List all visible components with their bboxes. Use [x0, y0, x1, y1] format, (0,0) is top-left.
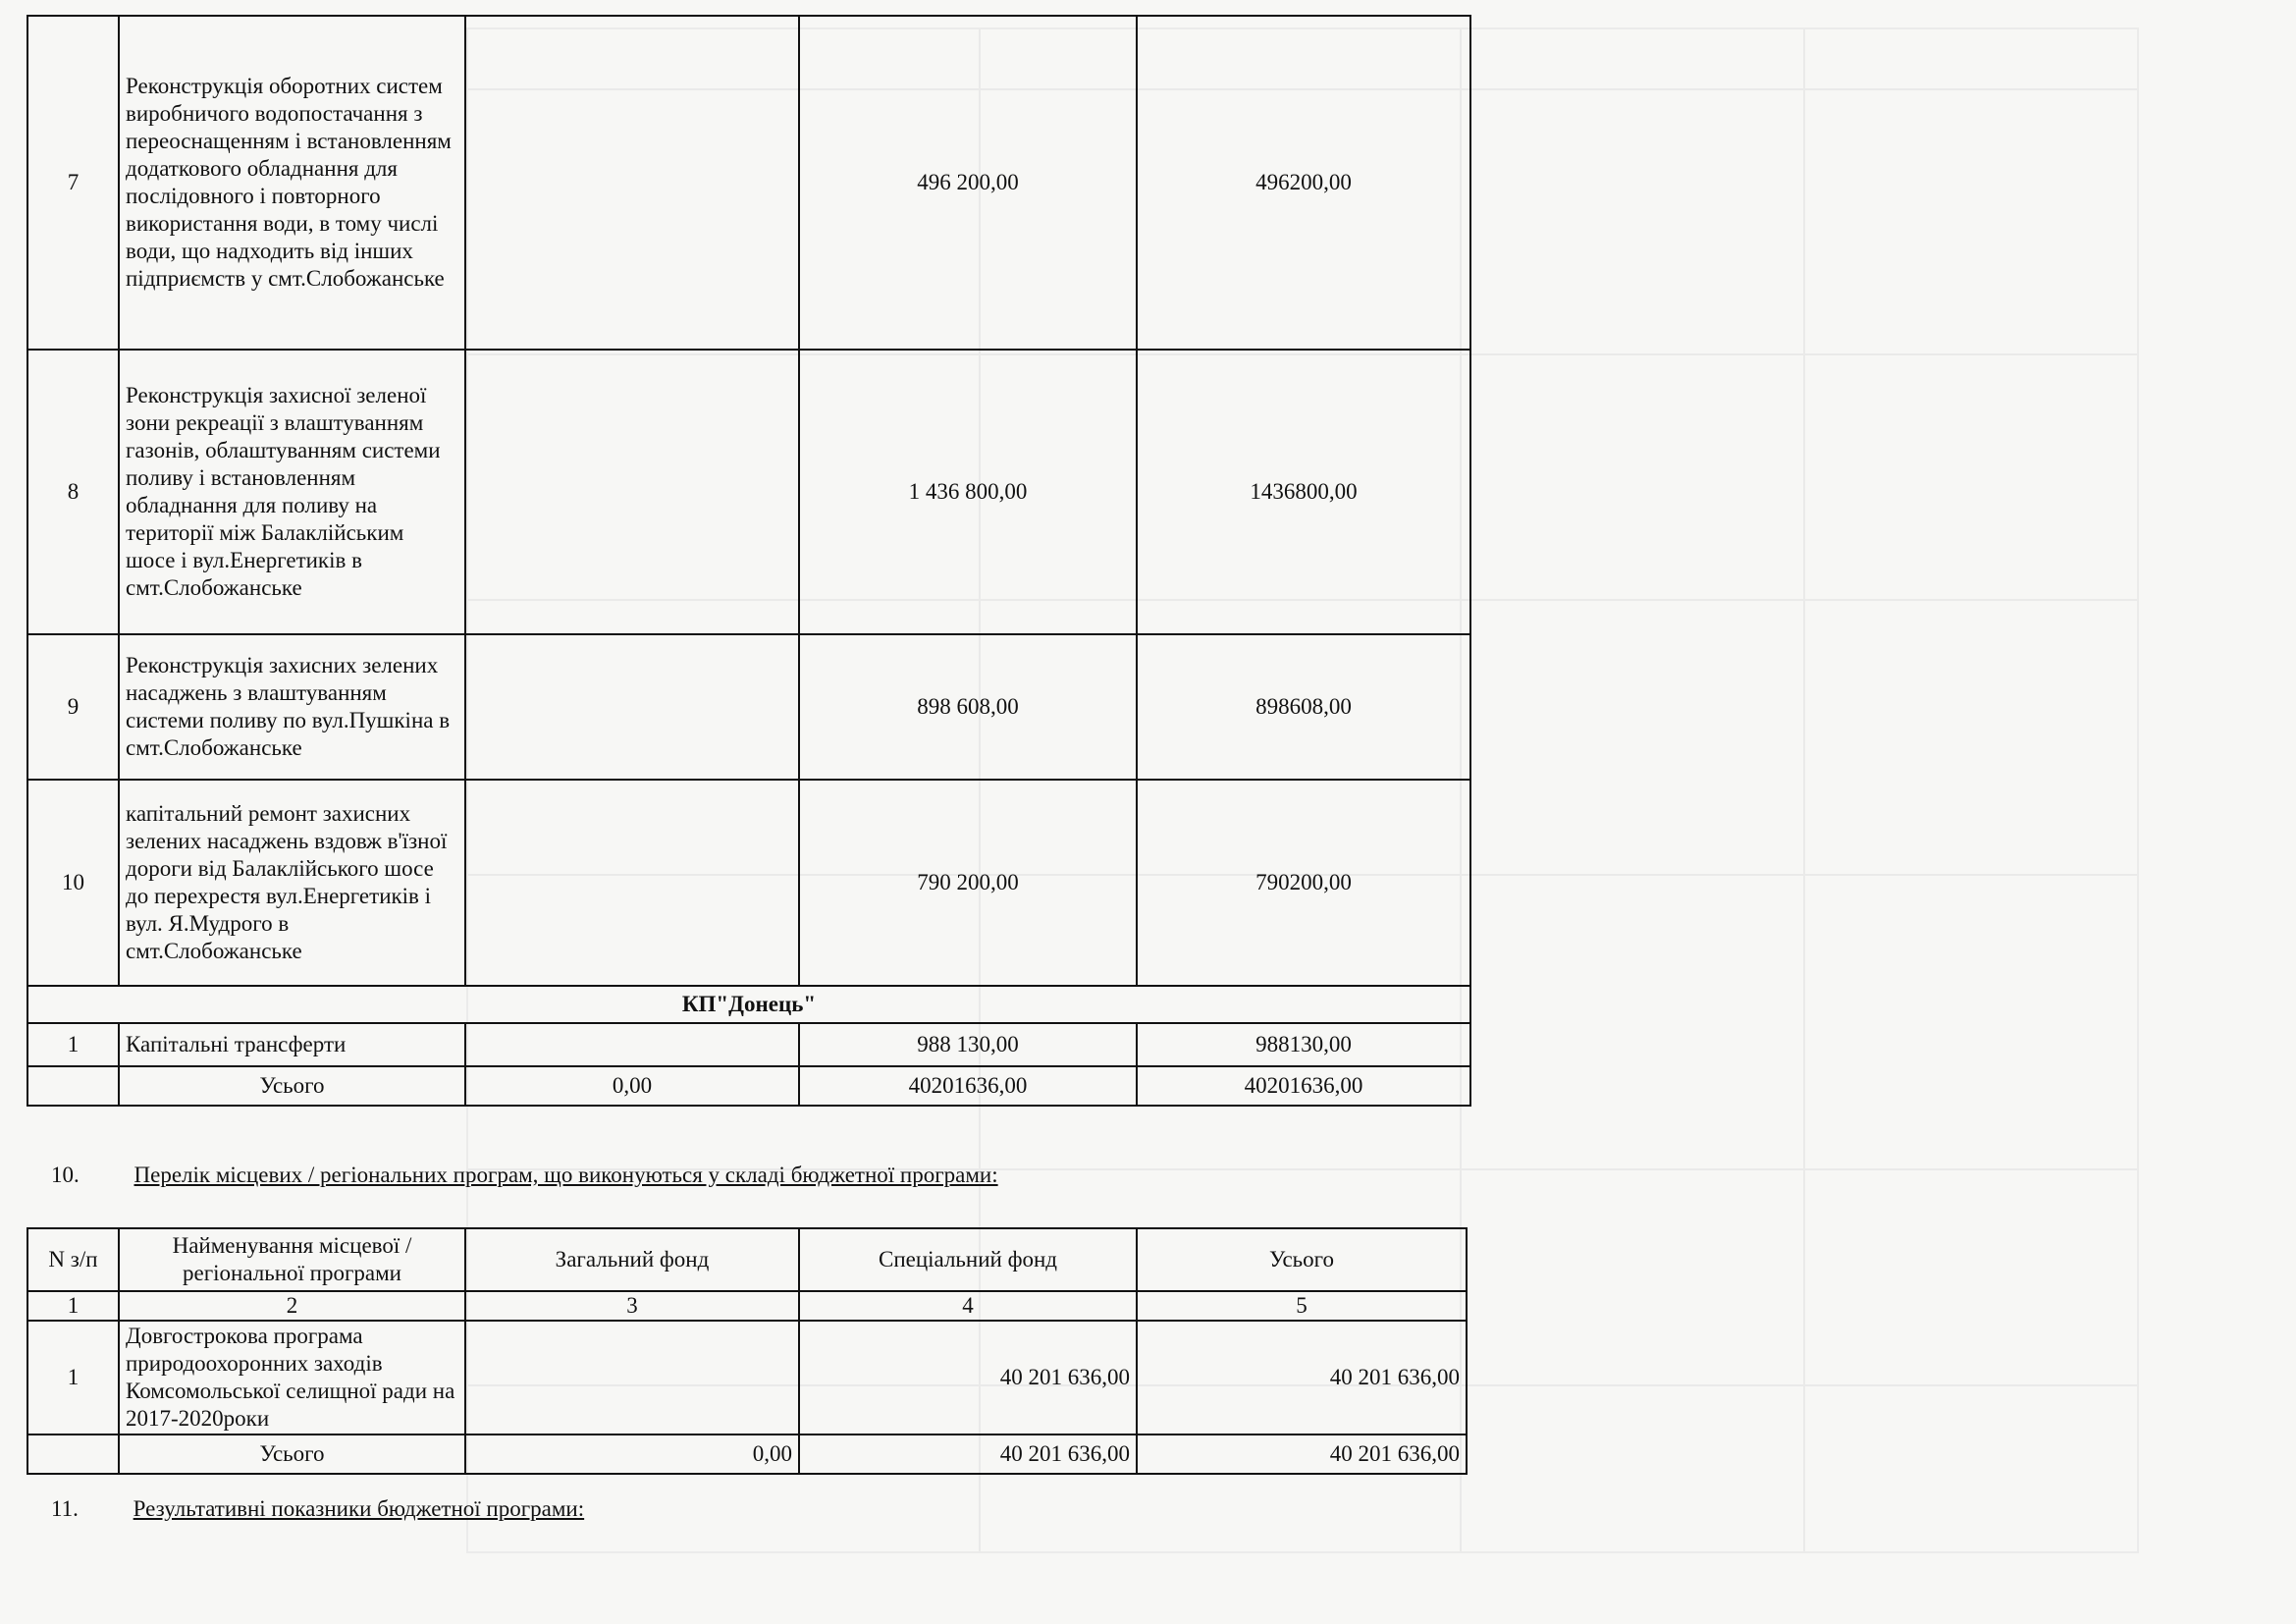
special-fund-cell: 988 130,00	[799, 1023, 1137, 1066]
row-number: 8	[27, 350, 119, 634]
col-header: N з/п	[27, 1228, 119, 1291]
special-fund-cell: 40 201 636,00	[799, 1321, 1137, 1435]
special-fund-cell: 496 200,00	[799, 16, 1137, 350]
special-fund-cell: 898 608,00	[799, 634, 1137, 780]
general-fund-cell	[465, 350, 799, 634]
row-number: 7	[27, 16, 119, 350]
general-fund-cell	[465, 16, 799, 350]
col-header: Загальний фонд	[465, 1228, 799, 1291]
row-number: 1	[27, 1321, 119, 1435]
table-row	[27, 780, 1470, 986]
section-title: КП"Донець"	[27, 986, 1470, 1023]
general-fund-cell	[465, 634, 799, 780]
total-cell: 1436800,00	[1137, 350, 1470, 634]
section-10-heading	[51, 1163, 998, 1188]
special-fund-total: 40201636,00	[799, 1066, 1137, 1106]
row-number: 10	[27, 780, 119, 986]
section-text: Перелік місцевих / регіональних програм, що виконуються у складі бюджетної програми:	[133, 1163, 998, 1187]
grand-total: 40 201 636,00	[1137, 1435, 1467, 1474]
total-row	[27, 1435, 1467, 1474]
total-cell: 790200,00	[1137, 780, 1470, 986]
section-number: 11.	[51, 1496, 79, 1521]
row-name: Реконструкція захисних зелених насаджень з влаштуванням системи поливу по вул.Пушкіна в смт.Слобожанське	[119, 634, 465, 780]
row-name: Реконструкція оборотних систем виробничого водопостачання з переоснащенням і встановленням додаткового обладнання для послідовного і повторного використання води, в тому числі води, що надходить від інших підприємств у смт.Слобожанське	[119, 16, 465, 350]
general-fund-cell	[465, 1023, 799, 1066]
table-row	[27, 1023, 1470, 1066]
total-cell: 496200,00	[1137, 16, 1470, 350]
special-fund-cell: 790 200,00	[799, 780, 1137, 986]
row-name: капітальний ремонт захисних зелених насаджень вздовж в'їзної дороги від Балаклійського шосе до перехрестя вул.Енергетиків і вул. Я.Мудрого в смт.Слобожанське	[119, 780, 465, 986]
table-row	[27, 1321, 1467, 1435]
header-row	[27, 1228, 1467, 1291]
total-cell: 988130,00	[1137, 1023, 1470, 1066]
section-11-heading	[51, 1496, 584, 1522]
section-number: 10.	[51, 1163, 80, 1187]
total-cell: 40 201 636,00	[1137, 1321, 1467, 1435]
programs-table	[27, 1227, 1468, 1475]
expenditure-table	[27, 15, 1471, 1107]
table-row	[27, 350, 1470, 634]
col-header: Спеціальний фонд	[799, 1228, 1137, 1291]
table-row	[27, 634, 1470, 780]
row-number: 9	[27, 634, 119, 780]
table-row	[27, 16, 1470, 350]
total-label: Усього	[119, 1066, 465, 1106]
row-name: Реконструкція захисної зеленої зони рекреації з влаштуванням газонів, облаштуванням системи поливу і встановленням обладнання для поливу на території між Балаклійським шосе і вул.Енергетиків в смт.Слобожанське	[119, 350, 465, 634]
row-name: Довгострокова програма природоохоронних заходів Комсомольської селищної ради на 2017-2020роки	[119, 1321, 465, 1435]
total-cell: 898608,00	[1137, 634, 1470, 780]
col-number: 5	[1137, 1291, 1467, 1321]
general-fund-cell	[465, 780, 799, 986]
col-number: 4	[799, 1291, 1137, 1321]
col-number: 1	[27, 1291, 119, 1321]
col-number: 2	[119, 1291, 465, 1321]
general-fund-total: 0,00	[465, 1435, 799, 1474]
row-name: Капітальні трансферти	[119, 1023, 465, 1066]
total-row	[27, 1066, 1470, 1106]
grand-total: 40201636,00	[1137, 1066, 1470, 1106]
column-number-row	[27, 1291, 1467, 1321]
general-fund-cell	[465, 1321, 799, 1435]
total-label: Усього	[119, 1435, 465, 1474]
general-fund-total: 0,00	[465, 1066, 799, 1106]
special-fund-cell: 1 436 800,00	[799, 350, 1137, 634]
col-header: Найменування місцевої / регіональної програми	[119, 1228, 465, 1291]
special-fund-total: 40 201 636,00	[799, 1435, 1137, 1474]
col-header: Усього	[1137, 1228, 1467, 1291]
row-number: 1	[27, 1023, 119, 1066]
section-header-row	[27, 986, 1470, 1023]
section-text: Результативні показники бюджетної програми:	[133, 1496, 585, 1521]
col-number: 3	[465, 1291, 799, 1321]
